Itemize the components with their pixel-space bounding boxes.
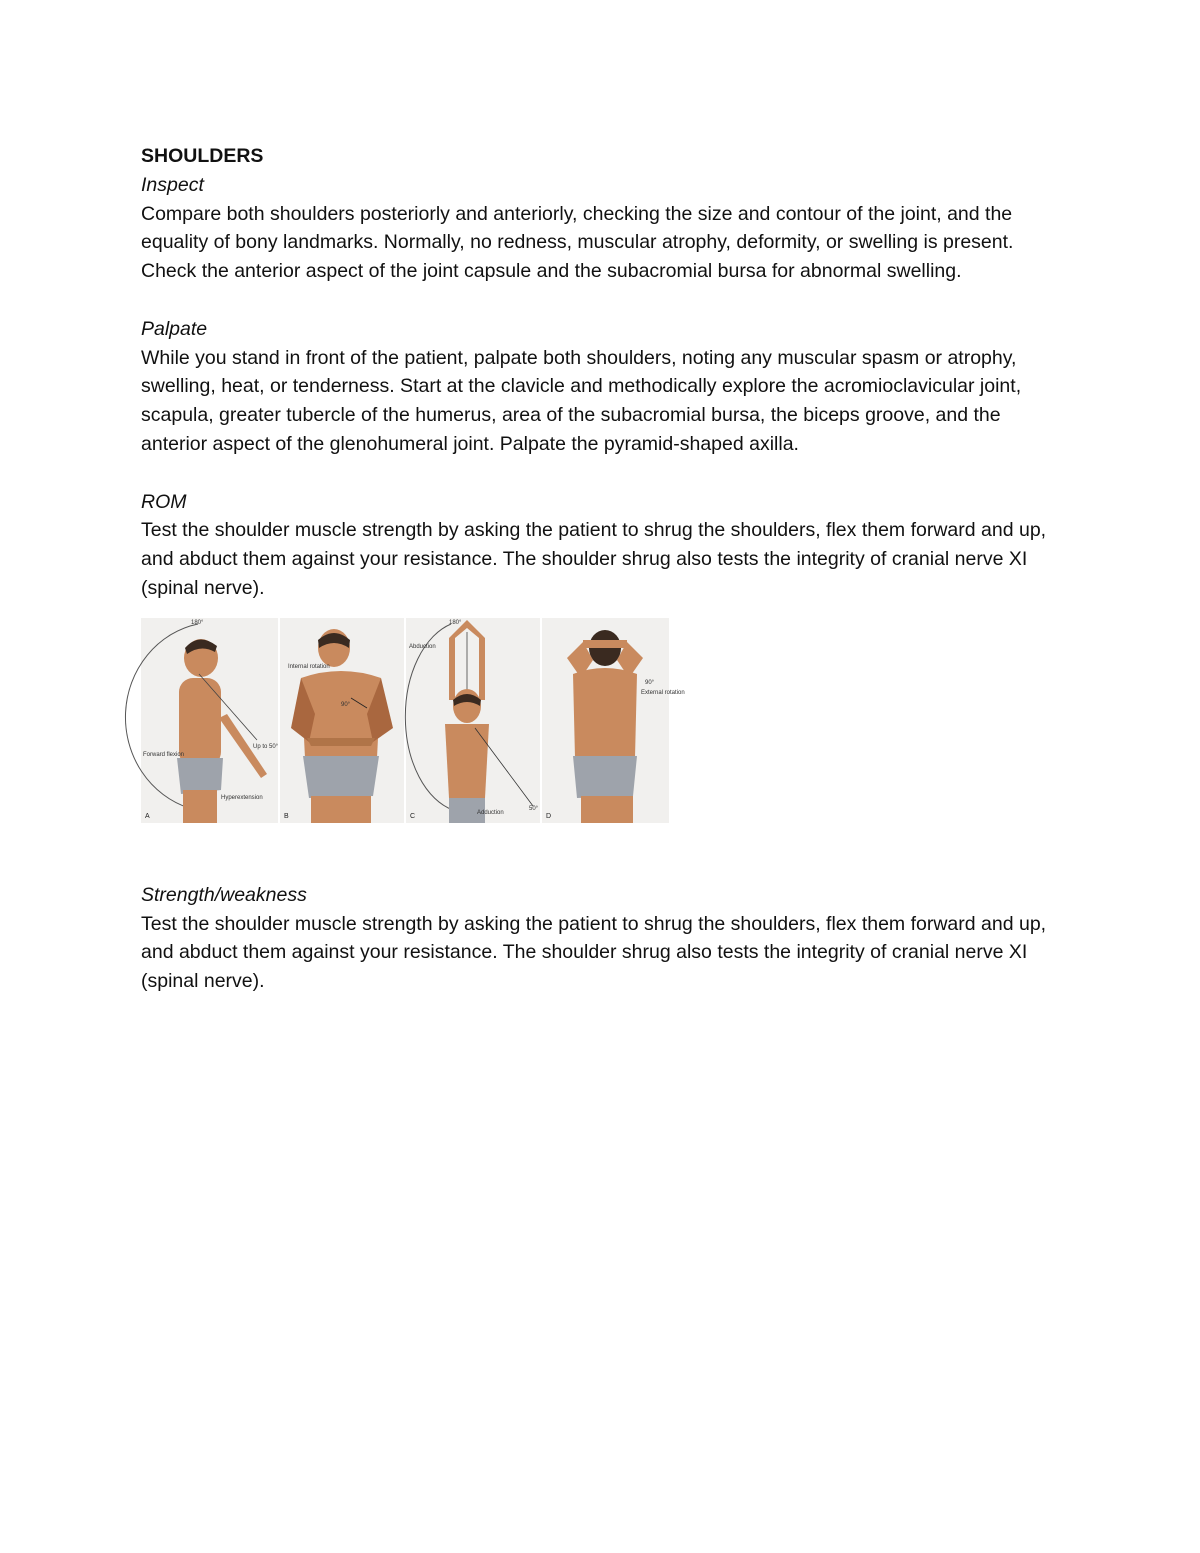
section-body-rom: Test the shoulder muscle strength by asking the patient to shrug the shoulders, flex them forward and up, and abduct them against your resistance. The shoulder shrug also tests the integrity of cranial nerve XI (spinal nerve). — [141, 519, 1047, 599]
document-page — [141, 142, 1071, 996]
section-heading-strength-weakness: Strength/weakness — [141, 883, 307, 906]
panel-b-letter: B — [284, 812, 289, 820]
panel-c-label-abduction: Abduction — [409, 643, 436, 650]
panel-a-label-hyperextension: Hyperextension — [221, 794, 263, 801]
section-body-strength-weakness: Test the shoulder muscle strength by asking the patient to shrug the shoulders, flex them forward and up, and abduct them against your resistance. The shoulder shrug also tests the integrity of cranial nerve XI (spinal nerve). — [141, 912, 1047, 993]
panel-a-label-up-to-50: Up to 50° — [253, 743, 279, 750]
paragraph-spacer — [141, 459, 1071, 488]
panel-c-label-50: 50° — [529, 805, 539, 812]
figure-panel-a — [125, 618, 278, 823]
panel-a-label-180: 180° — [191, 619, 204, 626]
panel-a-label-forward-flexion: Forward flexion — [143, 751, 185, 758]
panel-c-label-180: 180° — [449, 619, 462, 626]
section-body-inspect: Compare both shoulders posteriorly and anteriorly, checking the size and contour of the joint, and the equality of bony landmarks. Normally, no redness, muscular atrophy, deformity, or swelling is present. Check the anterior aspect of the joint capsule and the subacromial bursa for abnormal swelling. — [141, 202, 1014, 283]
figure-panel-d — [542, 618, 685, 823]
panel-c-letter: C — [410, 812, 416, 820]
figure-panel-b — [280, 618, 404, 823]
panel-d-label-90: 90° — [645, 679, 655, 686]
section-heading-rom: ROM — [141, 490, 187, 513]
shoulder-rom-figure — [141, 618, 685, 823]
panel-d-label-external-rotation: External rotation — [641, 689, 685, 696]
figure-spacer — [141, 823, 1071, 881]
figure-panel-c — [405, 618, 540, 823]
panel-b-label-90: 90° — [341, 701, 351, 708]
paragraph-spacer — [141, 286, 1071, 315]
panel-b-label-internal-rotation: Internal rotation — [288, 663, 330, 670]
section-heading-palpate: Palpate — [141, 317, 208, 340]
document-title: SHOULDERS — [141, 145, 264, 167]
panel-d-letter: D — [546, 812, 552, 820]
section-body-palpate: While you stand in front of the patient, palpate both shoulders, noting any muscular spasm or atrophy, swelling, heat, or tenderness. Start at the clavicle and methodically explore the acromioclavicular joint, scapula, greater tubercle of the humerus, area of the subacromial bursa, the biceps groove, and the anterior aspect of the glenohumeral joint. Palpate the pyramid-shaped axilla. — [141, 346, 1022, 455]
panel-c-label-adduction: Adduction — [477, 809, 504, 816]
section-heading-inspect: Inspect — [141, 173, 204, 196]
panel-a-letter: A — [145, 812, 150, 820]
